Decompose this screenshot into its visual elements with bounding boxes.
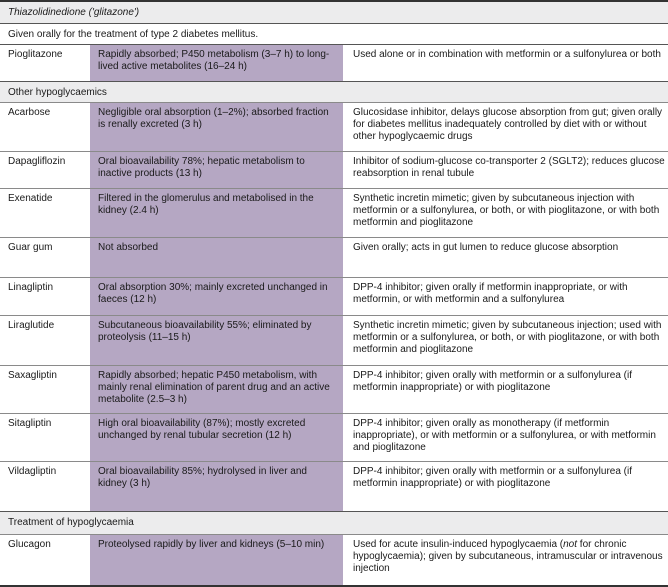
use-cell: DPP-4 inhibitor; given orally with metformin or a sulfonylurea (if metformin inappropriate) or with pioglitazone (353, 466, 632, 489)
use-cell: Inhibitor of sodium-glucose co-transporter 2 (SGLT2); reduces glucose reabsorption in renal tubule (353, 156, 665, 179)
pharmacokinetics-cell: Not absorbed (90, 238, 343, 277)
table-row (0, 45, 668, 81)
use-cell (353, 539, 665, 575)
table-row (0, 189, 668, 237)
table-row (0, 238, 668, 277)
section-heading-other: Other hypoglycaemics (0, 82, 668, 102)
pharmacokinetics-cell: Oral absorption 30%; mainly excreted unchanged in faeces (12 h) (90, 278, 343, 315)
table-row (0, 414, 668, 461)
section-heading-treatment: Treatment of hypoglycaemia (0, 512, 668, 534)
drug-name: Sitagliptin (8, 418, 52, 429)
drug-name: Linagliptin (8, 282, 54, 293)
table-row (0, 535, 668, 585)
drug-name: Pioglitazone (8, 49, 63, 60)
table-row (0, 366, 668, 413)
use-cell: DPP-4 inhibitor; given orally as monotherapy (if metformin inappropriate), or with metformin or a sulfonylurea, or with metformin and pioglitazone (353, 418, 656, 453)
drug-name: Vildagliptin (8, 466, 57, 477)
pharmacokinetics-cell: Subcutaneous bioavailability 55%; eliminated by proteolysis (11–15 h) (90, 316, 343, 365)
section-heading-thiazolidinedione: Thiazolidinedione ('glitazone') (0, 2, 668, 23)
pharmacokinetics-cell: Oral bioavailability 78%; hepatic metabolism to inactive products (13 h) (90, 152, 343, 188)
drug-name: Glucagon (8, 539, 51, 550)
pharmacokinetics-cell: Proteolysed rapidly by liver and kidneys (5–10 min) (90, 535, 343, 585)
drug-name: Liraglutide (8, 320, 55, 331)
pharmacokinetics-cell: Oral bioavailability 85%; hydrolysed in liver and kidney (3 h) (90, 462, 343, 511)
table-row (0, 152, 668, 188)
use-text-end: for chronic hypoglycaemia); given by subcutaneous, intramuscular or intravenous injection (353, 539, 663, 574)
drug-name: Guar gum (8, 242, 53, 253)
pharmacokinetics-cell: Rapidly absorbed; hepatic P450 metabolism, with mainly renal elimination of parent drug and an active metabolite (2.5–3 h) (90, 366, 343, 413)
pharmacokinetics-cell: Rapidly absorbed; P450 metabolism (3–7 h) to long-lived active metabolites (16–24 h) (90, 45, 343, 81)
use-cell: Given orally; acts in gut lumen to reduce glucose absorption (353, 242, 619, 253)
use-cell: Used alone or in combination with metformin or a sulfonylurea or both (353, 49, 661, 60)
drug-name: Acarbose (8, 107, 51, 118)
use-cell: Synthetic incretin mimetic; given by subcutaneous injection with metformin or a sulfonylurea, or both, or with pioglitazone, or with both metformin and pioglitazone (353, 193, 660, 228)
table-row (0, 103, 668, 151)
pharmacokinetics-cell: Negligible oral absorption (1–2%); absorbed fraction is renally excreted (3 h) (90, 103, 343, 151)
use-cell: DPP-4 inhibitor; given orally with metformin or a sulfonylurea (if metformin inappropriate) or with pioglitazone (353, 370, 632, 393)
use-cell: DPP-4 inhibitor; given orally if metformin inappropriate, or with metformin, or with metformin and a sulfonylurea (353, 282, 628, 305)
drug-name: Saxagliptin (8, 370, 57, 381)
use-text-emphasis: not (563, 539, 578, 550)
drug-name: Dapagliflozin (8, 156, 66, 167)
use-cell: Synthetic incretin mimetic; given by subcutaneous injection; used with metformin or a sulfonylurea, or both, or with pioglitazone, or with both metformin and pioglitazone (353, 320, 662, 355)
pharmacokinetics-cell: Filtered in the glomerulus and metabolised in the kidney (2.4 h) (90, 189, 343, 237)
pharmacokinetics-cell: High oral bioavailability (87%); mostly excreted unchanged by renal tubular secretion (12 h) (90, 414, 343, 461)
drug-name: Exenatide (8, 193, 53, 204)
table-row (0, 278, 668, 315)
use-cell: Glucosidase inhibitor, delays glucose absorption from gut; given orally for diabetes mellitus inadequately controlled by diet with or without other hypoglycaemic drugs (353, 107, 663, 142)
table-row (0, 462, 668, 511)
table-row (0, 316, 668, 365)
use-text-start: Used for acute insulin-induced hypoglycaemia ( (353, 539, 564, 550)
section-note: Given orally for the treatment of type 2 diabetes mellitus. (0, 24, 668, 44)
